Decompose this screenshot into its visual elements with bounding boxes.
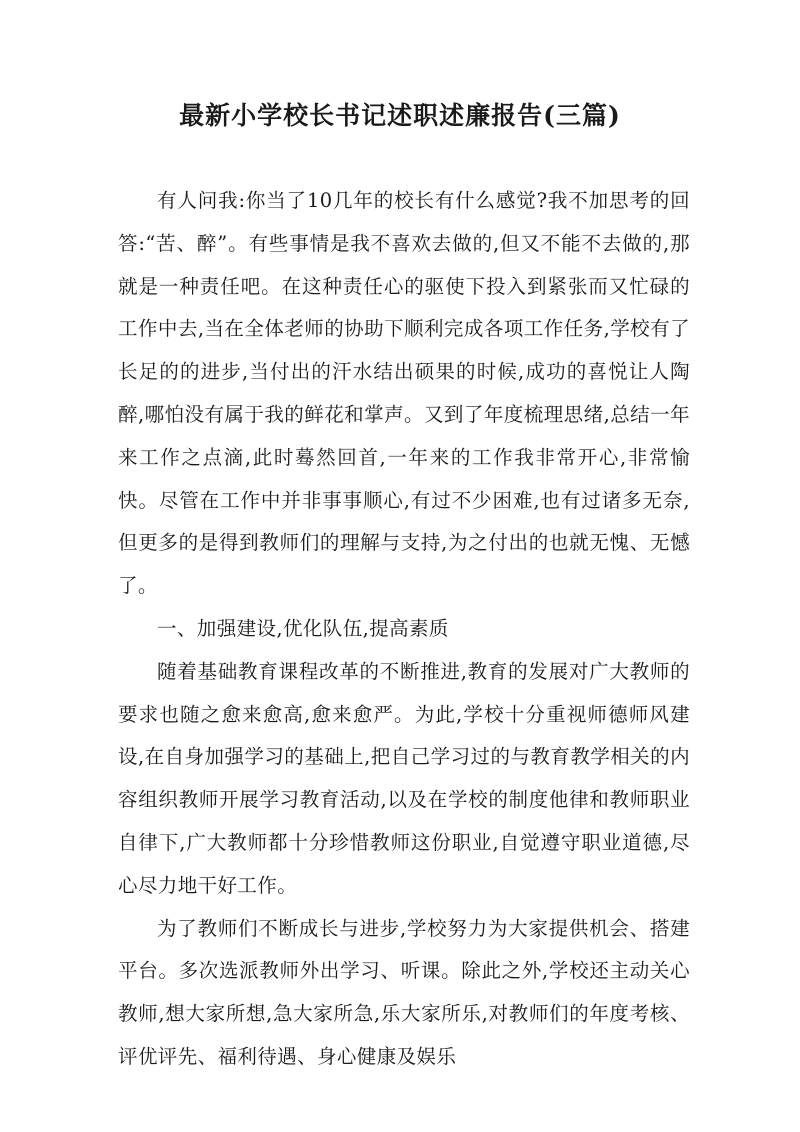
paragraph-intro: 有人问我:你当了10几年的校长有什么感觉?我不加思考的回答:“苦、醉”。有些事情是我不喜欢去做的,但又不能不去做的,那就是一种责任吧。在这种责任心的驱使下投入到紧张而又忙碌的工作中去,当在全体老师的协助下顺利完成各项工作任务,学校有了长足的的进步,当付出的汗水结出硕果的时候,成功的喜悦让人陶醉,哪怕没有属于我的鲜花和掌声。又到了年度梳理思绪,总结一年来工作之点滴,此时蓦然回首,一年来的工作我非常开心,非常愉快。尽管在工作中并非事事顺心,有过不少困难,也有过诸多无奈,但更多的是得到教师们的理解与支持,为之付出的也就无愧、无憾了。 [118,189,690,598]
paragraph-teacher-growth: 为了教师们不断成长与进步,学校努力为大家提供机会、搭建平台。多次选派教师外出学习、听课。除此之外,学校还主动关心教师,想大家所想,急大家所急,乐大家所乐,对教师们的年度考核、评优评先、福利待遇、身心健康及娱乐 [118,916,690,1068]
section-heading: 一、加强建设,优化队伍,提高素质 [157,616,449,640]
paragraph-teacher-ethics: 随着基础教育课程改革的不断推进,教育的发展对广大教师的要求也随之愈来愈高,愈来愈严。为此,学校十分重视师德师风建设,在自身加强学习的基础上,把自己学习过的与教育教学相关的内容组织教师开展学习教育活动,以及在学校的制度他律和教师职业自律下,广大教师都十分珍惜教师这份职业,自觉遵守职业道德,尽心尽力地干好工作。 [118,659,690,897]
document-title: 最新小学校长书记述职述廉报告(三篇) [179,101,621,130]
document-body [118,180,690,1079]
